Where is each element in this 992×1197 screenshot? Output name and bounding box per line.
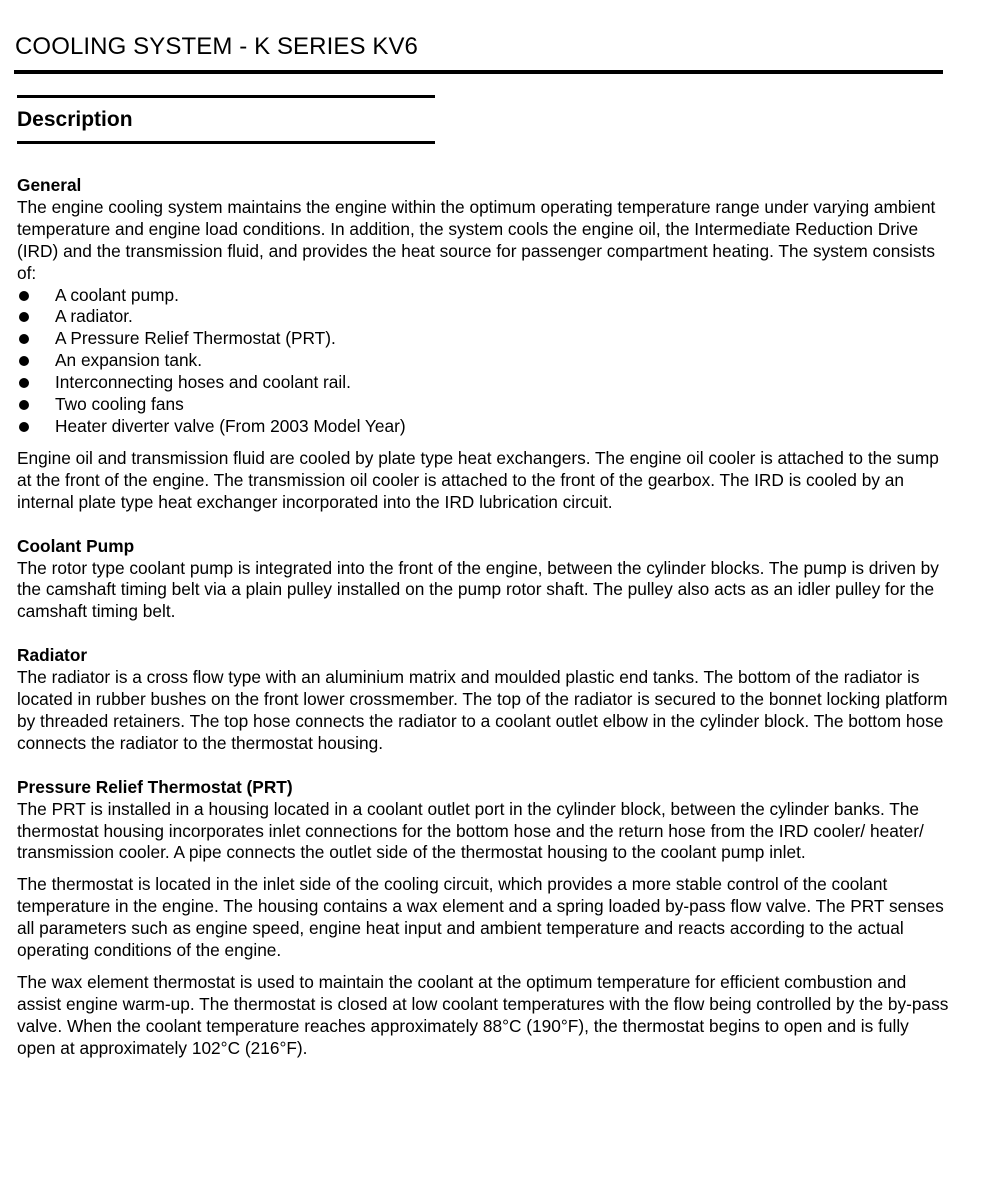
radiator-text: The radiator is a cross flow type with an aluminium matrix and moulded plastic end tanks. The bottom of the radiator is located in rubber bushes on the front lower crossmember. The top of the radiator is secured to the bonnet locking platform by threaded retainers. The top hose connects the radiator to a coolant outlet elbow in the cylinder block. The bottom hose connects the radiator to the thermostat housing. <box>17 667 948 753</box>
section-heading: Description <box>17 108 133 131</box>
bullet-icon <box>19 334 29 344</box>
radiator-heading: Radiator <box>17 645 88 666</box>
list-item: A Pressure Relief Thermostat (PRT). <box>17 328 952 350</box>
page-header <box>14 30 943 74</box>
prt-paragraph-3: The wax element thermostat is used to maintain the coolant at the optimum temperature for efficient combustion and assist engine warm-up. The thermostat is closed at low coolant temperatures with the flow being controlled by the by-pass valve. When the coolant temperature reaches approximately 88°C (190°F), the thermostat begins to open and is fully open at approximately 102°C (216°F). <box>17 972 949 1058</box>
prt-paragraph-2: The thermostat is located in the inlet side of the cooling circuit, which provides a more stable control of the coolant temperature in the engine. The housing contains a wax element and a spring loaded by-pass flow valve. The PRT senses all parameters such as engine speed, engine heat input and ambient temperature and reacts according to the actual operating conditions of the engine. <box>17 874 944 961</box>
general-intro: The engine cooling system maintains the engine within the optimum operating temperature range under varying ambient temperature and engine load conditions. In addition, the system cools the engine oil, the Intermediate Reduction Drive (IRD) and the transmission fluid, and provides the heat source for passenger compartment heating. The system consists of: <box>17 196 936 283</box>
coolant-pump-text: The rotor type coolant pump is integrated into the front of the engine, between the cylinder blocks. The pump is driven by the camshaft timing belt via a plain pulley installed on the pump rotor shaft. The pulley also acts as an idler pulley for the camshaft timing belt. <box>17 557 939 622</box>
list-item: Two cooling fans <box>17 394 952 416</box>
prt-paragraph-1: The PRT is installed in a housing located in a coolant outlet port in the cylinder block, between the cylinder banks. The thermostat housing incorporates inlet connections for the bottom hose and the return hose from the IRD cooler/ heater/ transmission cooler. A pipe connects the outlet side of the thermostat housing to the coolant pump inlet. <box>17 798 924 863</box>
general-heading: General <box>17 175 82 195</box>
prt-heading: Pressure Relief Thermostat (PRT) <box>17 776 293 797</box>
document-body <box>17 175 952 1060</box>
list-item: A radiator. <box>17 306 952 328</box>
bullet-icon <box>19 312 29 322</box>
bullet-icon <box>19 378 29 388</box>
list-item: A coolant pump. <box>17 285 952 307</box>
section-heading-box <box>17 95 435 144</box>
bullet-icon <box>19 356 29 366</box>
coolant-pump-heading: Coolant Pump <box>17 535 135 556</box>
page-title: COOLING SYSTEM - K SERIES KV6 <box>15 33 419 60</box>
general-outro: Engine oil and transmission fluid are cooled by plate type heat exchangers. The engine oil cooler is attached to the sump at the front of the engine. The transmission oil cooler is attached to the front of the gearbox. The IRD is cooled by an internal plate type heat exchanger incorporated into the IRD lubrication circuit. <box>17 447 939 512</box>
bullet-icon <box>19 400 29 410</box>
component-list <box>17 285 952 438</box>
bullet-icon <box>19 291 29 301</box>
bullet-icon <box>19 422 29 432</box>
list-item: Interconnecting hoses and coolant rail. <box>17 372 952 394</box>
list-item: An expansion tank. <box>17 350 952 372</box>
list-item: Heater diverter valve (From 2003 Model Year) <box>17 416 952 438</box>
